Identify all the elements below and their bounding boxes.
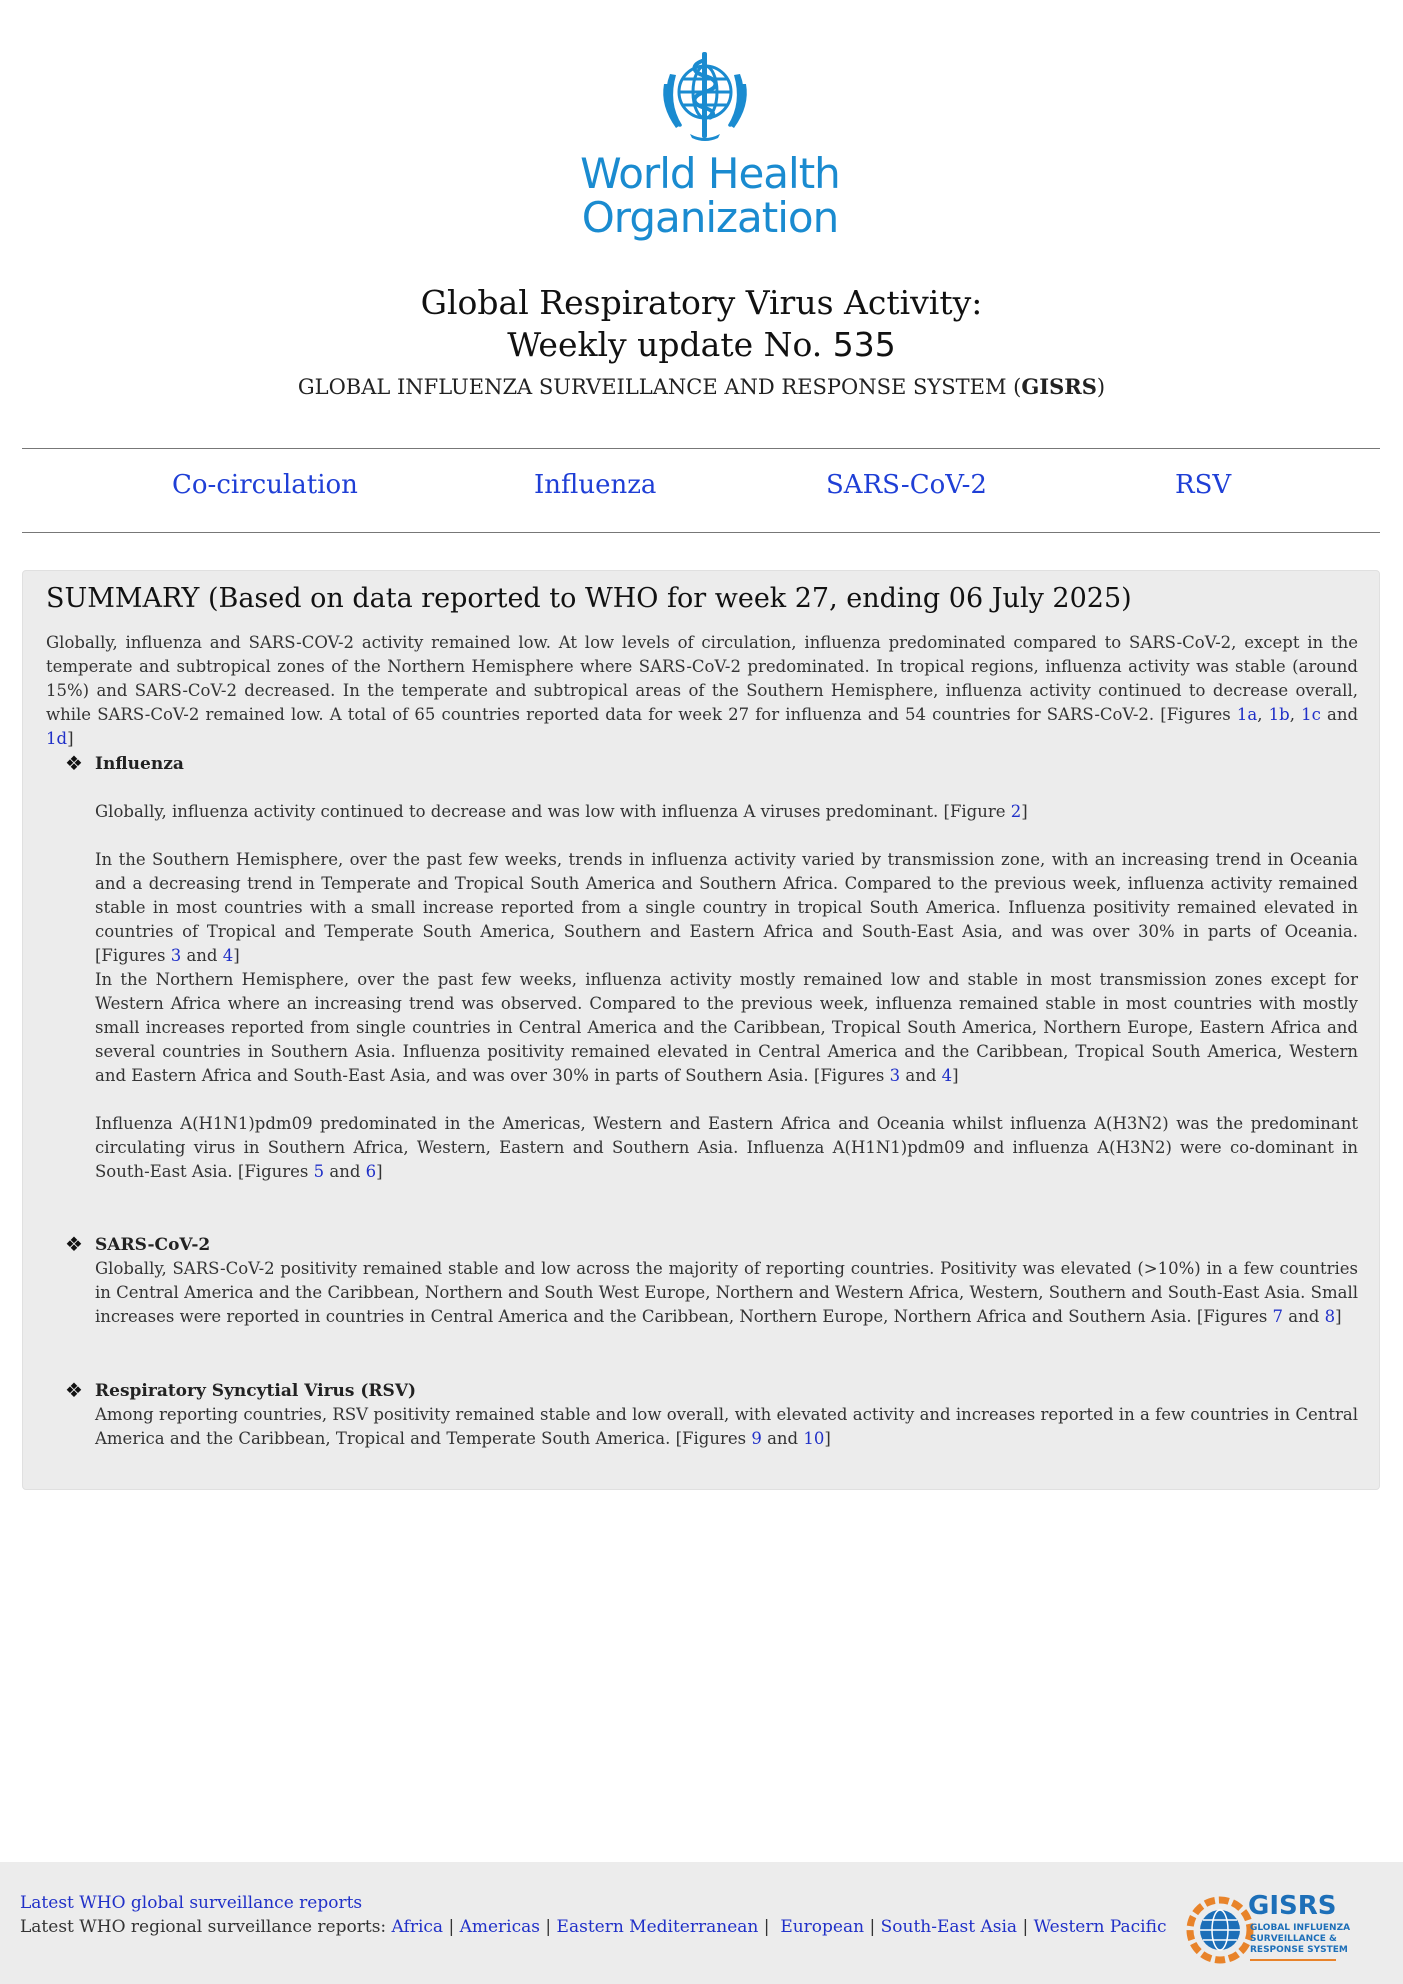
regional-prefix: Latest WHO regional surveillance reports: (20, 1917, 387, 1937)
figure-link-3[interactable]: 3 (170, 946, 182, 965)
page-subtitle (0, 374, 1403, 399)
influenza-p1-text: Globally, influenza activity continued to decrease and was low with influenza A viruses predominant. [Figure (95, 802, 1011, 821)
who-wordmark (560, 149, 860, 242)
footer-regional-line (20, 1917, 1166, 1937)
figure-link-7[interactable]: 7 (1272, 1307, 1284, 1326)
influenza-p2-text: In the Southern Hemisphere, over the past few weeks, trends in influenza activity varied by transmission zone, with an increasing trend in Oceania and a decreasing trend in Temperate and Tropical South America and Southern Africa. Compared to the previous week, influenza activity remained stable in most countries with a small increase reported from a single country in tropical South America. Influenza positivity remained elevated in countries of Tropical and Temperate South America, Southern and Eastern Africa and South-East Asia, and was over 30% in parts of Oceania. [Figures (95, 850, 1358, 965)
word-and: and (1326, 705, 1359, 724)
figure-link-1b[interactable]: 1b (1268, 705, 1290, 724)
subtitle-suffix: ) (1096, 375, 1106, 399)
influenza-p3-text: In the Northern Hemisphere, over the past few weeks, influenza activity mostly remained low and stable in most transmission zones except for Western Africa where an increasing trend was observed. Compared to the previous week, influenza remained stable in most countries with mostly small increases reported from single countries in Central America and the Caribbean, Tropical South America, Northern Europe, Eastern Africa and several countries in Southern Asia. Influenza positivity remained elevated in Central America and the Caribbean, Tropical South America, Western and Eastern Africa and South-East Asia, and was over 30% in parts of Southern Asia. [Figures (95, 970, 1358, 1085)
diamond-bullet-icon: ❖ (65, 1378, 83, 1402)
influenza-section-title: Influenza (95, 754, 184, 774)
influenza-paragraph-4 (95, 1112, 1358, 1184)
region-link-western-pacific[interactable]: Western Pacific (1033, 1917, 1167, 1937)
separator: | (545, 1917, 552, 1937)
figure-link-1a[interactable]: 1a (1236, 705, 1258, 724)
update-number: 535 (832, 325, 896, 364)
gisrs-logo-line3: RESPONSE SYSTEM (1250, 1945, 1348, 1955)
gisrs-logo-name: GISRS (1248, 1891, 1337, 1921)
region-link-americas[interactable]: Americas (459, 1917, 540, 1937)
word-and: and (767, 1429, 799, 1448)
org-name-line1: World Health (580, 149, 840, 198)
word-and: and (905, 1066, 937, 1085)
diamond-bullet-icon: ❖ (65, 751, 83, 775)
footer (0, 1862, 1403, 1984)
nav-link-co-circulation[interactable]: Co-circulation (172, 470, 358, 500)
figure-link-8[interactable]: 8 (1324, 1307, 1336, 1326)
summary-intro-text: Globally, influenza and SARS-COV-2 activity remained low. At low levels of circulation, influenza predominated compared to SARS-CoV-2, except in the temperate and subtropical zones of the Northern Hemisphere where SARS-CoV-2 predominated. In tropical regions, influenza activity was stable (around 15%) and SARS-CoV-2 decreased. In the temperate and subtropical areas of the Southern Hemisphere, influenza activity continued to decrease overall, while SARS-CoV-2 remained low. A total of 65 countries reported data for week 27 for influenza and 54 countries for SARS-CoV-2. [Figures (46, 633, 1358, 724)
figure-link-4[interactable]: 4 (941, 1066, 953, 1085)
diamond-bullet-icon: ❖ (65, 1232, 83, 1256)
close-bracket: ] (1335, 1307, 1342, 1326)
global-reports-link[interactable]: Latest WHO global surveillance reports (20, 1893, 363, 1913)
rsv-paragraph (95, 1403, 1358, 1451)
summary-intro: Globally, influenza and SARS-COV-2 activity remained low. At low levels of circulation, influenza predominated compared to SARS-CoV-2, except in the temperate and subtropical zones of the Northern Hemisphere where SARS-CoV-2 predominated. In tropical regions, influenza activity was stable (around 15%) and SARS-CoV-2 decreased. In the temperate and subtropical areas of the Southern Hemisphere, influenza activity continued to decrease overall, while SARS-CoV-2 remained low. A total of 65 countries reported data for week 27 for influenza and 54 countries for SARS-CoV-2. [Figures 1a, 1b, 1c and 1d] (46, 633, 1359, 748)
title-line2 (0, 324, 1403, 366)
summary-heading: SUMMARY (Based on data reported to WHO for week 27, ending 06 July 2025) (46, 583, 1132, 614)
close-bracket: ] (67, 729, 74, 748)
who-emblem-icon (650, 44, 760, 144)
region-link-south-east-asia[interactable]: South-East Asia (880, 1917, 1018, 1937)
word-and: and (186, 946, 218, 965)
rsv-p1-text: Among reporting countries, RSV positivity remained stable and low overall, with elevated activity and increases reported in a few countries in Central America and the Caribbean, Tropical and Temperate South America. [Figures (95, 1405, 1358, 1448)
close-bracket: ] (233, 946, 240, 965)
figure-link-5[interactable]: 5 (313, 1162, 325, 1181)
nav-link-influenza[interactable]: Influenza (534, 470, 657, 500)
figure-link-1c[interactable]: 1c (1301, 705, 1321, 724)
gisrs-logo-line2: SURVEILLANCE & (1250, 1934, 1337, 1944)
rsv-section-title: Respiratory Syncytial Virus (RSV) (95, 1381, 417, 1401)
sars-section-title: SARS-CoV-2 (95, 1235, 211, 1255)
subtitle-acronym: GISRS (1021, 374, 1097, 399)
figure-link-1d[interactable]: 1d (46, 729, 68, 748)
region-link-eastern-mediterranean[interactable]: Eastern Mediterranean (556, 1917, 759, 1937)
gisrs-logo-line1: GLOBAL INFLUENZA (1250, 1923, 1351, 1933)
close-bracket: ] (376, 1162, 383, 1181)
separator: | (448, 1917, 455, 1937)
region-link-africa[interactable]: Africa (391, 1917, 444, 1937)
sars-paragraph (95, 1257, 1358, 1329)
summary-panel (22, 570, 1380, 1490)
title-line1: Global Respiratory Virus Activity: (420, 283, 983, 322)
influenza-paragraph-3 (95, 968, 1358, 1088)
influenza-paragraph-2 (95, 848, 1358, 968)
figure-link-10[interactable]: 10 (803, 1429, 825, 1448)
gisrs-logo-icon (1186, 1884, 1356, 1974)
close-bracket: ] (1021, 802, 1028, 821)
separator: | (1022, 1917, 1029, 1937)
nav-link-rsv[interactable]: RSV (1175, 470, 1232, 500)
figure-link-2[interactable]: 2 (1010, 802, 1022, 821)
influenza-p4-text: Influenza A(H1N1)pdm09 predominated in the Americas, Western and Eastern Africa and Oceania whilst influenza A(H3N2) was the predominant circulating virus in Southern Africa, Western, Eastern and Southern Asia. Influenza A(H1N1)pdm09 and influenza A(H3N2) were co-dominant in South-East Asia. [Figures (95, 1114, 1358, 1181)
influenza-paragraph-1 (95, 800, 1358, 824)
separator: | (869, 1917, 876, 1937)
nav-bottom-divider (22, 532, 1380, 533)
subtitle-prefix: GLOBAL INFLUENZA SURVEILLANCE AND RESPONSE SYSTEM ( (297, 375, 1022, 399)
region-link-european[interactable]: European (780, 1917, 865, 1937)
org-name-line2: Organization (581, 193, 839, 242)
title-line2-prefix: Weekly update No. (507, 325, 823, 364)
close-bracket: ] (952, 1066, 959, 1085)
sars-p1-text: Globally, SARS-CoV-2 positivity remained stable and low across the majority of reporting countries. Positivity was elevated (>10%) in a few countries in Central America and the Caribbean, Northern and South West Europe, Northern and Western Africa, Western, Southern and South-East Asia. Small increases were reported in countries in Central America and the Caribbean, Northern Europe, Northern Africa and Southern Asia. [Figures (95, 1259, 1358, 1326)
footer-global-line (20, 1893, 362, 1913)
close-bracket: ] (824, 1429, 831, 1448)
section-nav (22, 448, 1380, 530)
word-and: and (1288, 1307, 1320, 1326)
word-and: and (329, 1162, 361, 1181)
figure-link-4[interactable]: 4 (222, 946, 234, 965)
nav-link-sars-cov-2[interactable]: SARS-CoV-2 (826, 470, 987, 500)
figure-link-3[interactable]: 3 (889, 1066, 901, 1085)
separator: | (763, 1917, 770, 1937)
page-title (0, 282, 1403, 366)
figure-link-9[interactable]: 9 (751, 1429, 762, 1448)
figure-link-6[interactable]: 6 (365, 1162, 377, 1181)
